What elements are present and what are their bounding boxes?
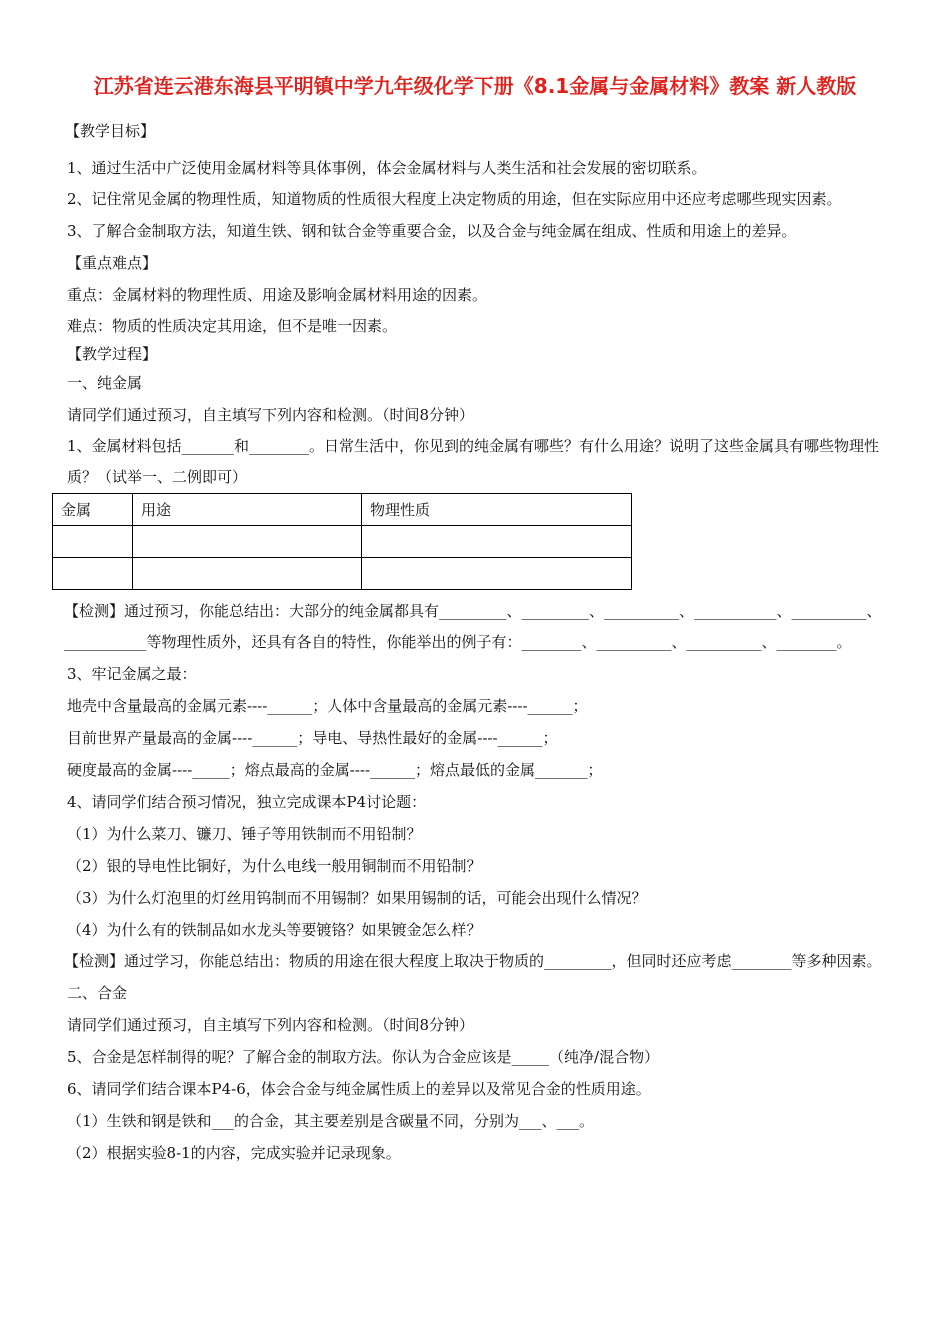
check-1: 【检测】通过预习，你能总结出：大部分的纯金属都具有_________、_________、__________、___________、__________、___________等物理性质外，还具有各自的特性，你能举出的例子有：________、__________、__________、________。 [64, 602, 882, 651]
goal-item-2: 2、记住常见金属的物理性质，知道物质的性质很大程度上决定物质的用途，但在实际应用中还应考虑哪些现实因素。 [67, 190, 842, 208]
section-header-goals: 【教学目标】 [65, 122, 156, 140]
section-intro-2: 请同学们通过预习，自主填写下列内容和检测。（时间8分钟） [67, 1016, 475, 1034]
metal-table [52, 493, 632, 590]
key-point: 重点：金属材料的物理性质、用途及影响金属材料用途的因素。 [67, 286, 488, 304]
question-1: 1、金属材料包括_______和________。日常生活中，你见到的纯金属有哪些？有什么用途？说明了这些金属具有哪些物理性质？（试举一、二例即可） [67, 437, 880, 486]
table-row [53, 526, 632, 558]
check-2: 【检测】通过学习，你能总结出：物质的用途在很大程度上取决于物质的_________，但同时还应考虑________等多种因素。 [64, 952, 882, 970]
goal-item-1: 1、通过生活中广泛使用金属材料等具体事例，体会金属材料与人类生活和社会发展的密切联系。 [67, 159, 707, 177]
question-6-1: （1）生铁和钢是铁和___的合金，其主要差别是含碳量不同，分别为___、___。 [67, 1112, 595, 1130]
section-header-process: 【教学过程】 [67, 345, 158, 363]
table-cell[interactable] [133, 526, 362, 558]
table-header-usage: 用途 [133, 494, 362, 526]
question-4-2: （2）银的导电性比铜好，为什么电线一般用铜制而不用铅制？ [67, 857, 482, 875]
metal-extremes-1: 地壳中含量最高的金属元素----______；人体中含量最高的金属元素----______； [67, 697, 588, 715]
section-pure-metal: 一、纯金属 [67, 374, 143, 392]
goal-item-3: 3、了解合金制取方法，知道生铁、钢和钛合金等重要合金，以及合金与纯金属在组成、性质和用途上的差异。 [67, 222, 797, 240]
question-6-2: （2）根据实验8-1的内容，完成实验并记录现象。 [67, 1144, 401, 1162]
table-header-row [53, 494, 632, 526]
table-header-property: 物理性质 [362, 494, 632, 526]
document-body [61, 118, 887, 1169]
table-cell[interactable] [53, 558, 133, 590]
question-5: 5、合金是怎样制得的呢？了解合金的制取方法。你认为合金应该是_____（纯净/混合物） [67, 1048, 660, 1066]
question-6: 6、请同学们结合课本P4-6，体会合金与纯金属性质上的差异以及常见合金的性质用途。 [67, 1080, 651, 1098]
section-alloy: 二、合金 [67, 984, 128, 1002]
section-intro-1: 请同学们通过预习，自主填写下列内容和检测。（时间8分钟） [67, 406, 475, 424]
section-header-key-points: 【重点难点】 [67, 254, 158, 272]
question-4-1: （1）为什么菜刀、镰刀、锤子等用铁制而不用铅制？ [67, 825, 422, 843]
table-cell[interactable] [133, 558, 362, 590]
page-title: 江苏省连云港东海县平明镇中学九年级化学下册《8.1金属与金属材料》教案 新人教版 [93, 74, 857, 98]
question-4-3: （3）为什么灯泡里的灯丝用钨制而不用锡制？如果用锡制的话，可能会出现什么情况？ [67, 889, 647, 907]
question-4: 4、请同学们结合预习情况，独立完成课本P4讨论题： [67, 793, 427, 811]
table-row [53, 558, 632, 590]
table-cell[interactable] [53, 526, 133, 558]
table-cell[interactable] [362, 526, 632, 558]
question-3: 3、牢记金属之最： [67, 665, 197, 683]
table-cell[interactable] [362, 558, 632, 590]
metal-extremes-3: 硬度最高的金属----_____；熔点最高的金属----______；熔点最低的金属_______； [67, 761, 603, 779]
table-header-metal: 金属 [53, 494, 133, 526]
question-4-4: （4）为什么有的铁制品如水龙头等要镀铬？如果镀金怎么样？ [67, 921, 482, 939]
difficult-point: 难点：物质的性质决定其用途，但不是唯一因素。 [67, 317, 398, 335]
metal-extremes-2: 目前世界产量最高的金属----______；导电、导热性最好的金属----______； [67, 729, 558, 747]
